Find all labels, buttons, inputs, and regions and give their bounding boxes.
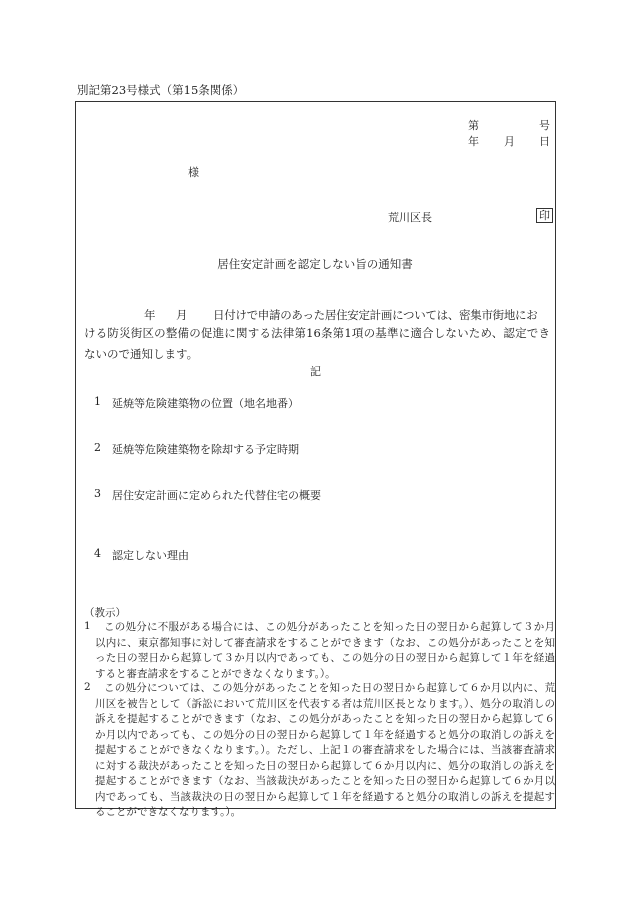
instruction-heading: （教示） (84, 607, 126, 619)
instruction-note: この処分に不服がある場合には、この処分があったことを知った日の翌日から起算して３か月以内に、東京都知事に対して審査請求をすることができます（なお、この処分があったことを知った日の翌日から起算して３か月以内であっても、この処分の日の翌日から起算して１年を経過すると審査請求をすることができなくなります。）。 (95, 621, 555, 680)
seal-mark: 印 (536, 208, 553, 223)
sender-title: 荒川区長 (388, 211, 432, 224)
seal-box (536, 208, 553, 223)
body-date-nen: 年 (144, 308, 156, 322)
item-number: 4 (94, 547, 101, 560)
item-number: 3 (94, 487, 101, 500)
number-go: 号 (539, 119, 550, 132)
document-title: 居住安定計画を認定しない旨の通知書 (217, 257, 413, 271)
note-number: 1 (84, 620, 91, 632)
item-number: 2 (94, 441, 101, 454)
number-dai: 第 (468, 119, 479, 132)
form-label: 別記第23号様式（第15条関係） (77, 83, 245, 97)
item-number: 1 (94, 395, 101, 408)
addressee-sama: 様 (188, 166, 199, 179)
date-hi: 日 (539, 135, 550, 148)
body-date-tsuki: 月 (176, 308, 188, 322)
item-label: 延焼等危険建築物の位置（地名地番） (112, 397, 299, 410)
item-label: 認定しない理由 (112, 549, 189, 562)
date-tsuki: 月 (504, 135, 515, 148)
instruction-note: この処分については、この処分があったことを知った日の翌日から起算して６か月以内に、荒川区を被告として（訴訟において荒川区を代表する者は荒川区長となります。）、処分の取消しの訴えを提起することができます（なお、この処分があったことを知った日の翌日から起算して６か月以内であっても、この処分の日の翌日から起算して１年を経過すると処分の取消しの訴えを提起することができなくなります。）。ただし、上記１の審査請求をした場合には、当該審査請求に対する裁決があったことを知った日の翌日から起算して６か月以内に、処分の取消しの訴えを提起することができます（なお、当該裁決があったことを知った日の翌日から起算して６か月以内であっても、当該裁決の日の翌日から起算して１年を経過すると処分の取消しの訴えを提起することができなくなります。）。 (95, 682, 555, 818)
item-label: 居住安定計画に定められた代替住宅の概要 (112, 489, 321, 502)
date-nen: 年 (468, 135, 479, 148)
body-text-rest: ける防災街区の整備の促進に関する法律第16条第1項の基準に適合しないため、認定できないので通知します。 (84, 326, 550, 361)
note-number: 2 (84, 681, 91, 693)
body-text-start: 日付けで申請のあった居住安定計画については、密集市街地にお (213, 308, 538, 322)
ki-label: 記 (310, 365, 321, 378)
item-label: 延焼等危険建築物を除却する予定時期 (112, 443, 299, 456)
